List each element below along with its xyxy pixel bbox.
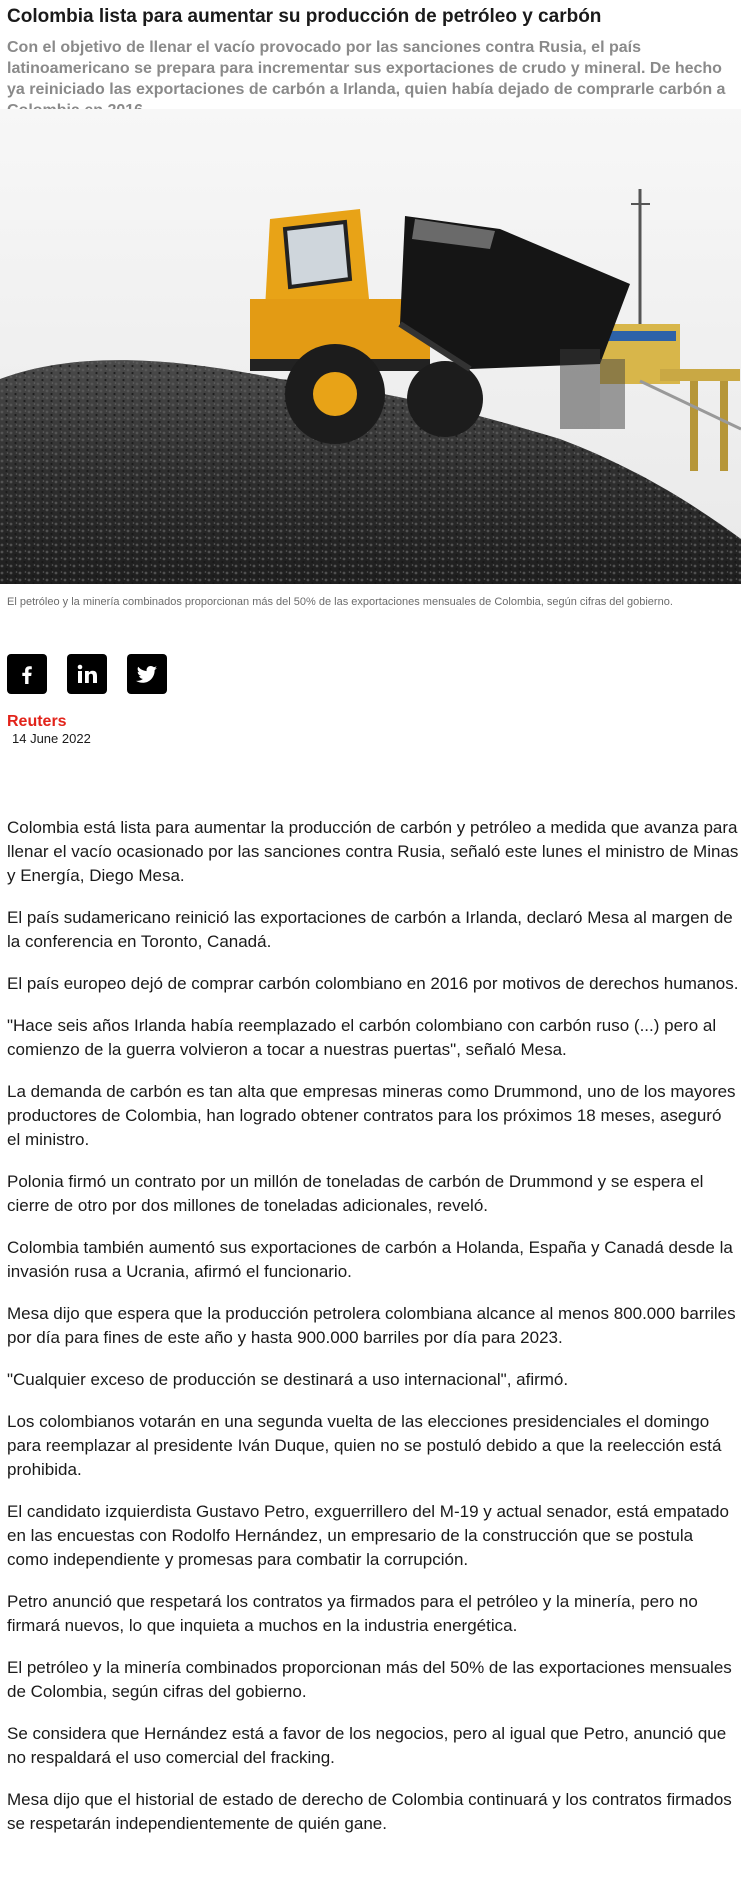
paragraph: Se considera que Hernández está a favor de los negocios, pero al igual que Petro, anunció que no respaldará el uso comercial del fracking. — [7, 1724, 727, 1767]
linkedin-icon — [75, 662, 99, 686]
paragraph: El país europeo dejó de comprar carbón colombiano en 2016 por motivos de derechos humanos. — [7, 974, 739, 993]
paragraph: "Cualquier exceso de producción se destinará a uso internacional", afirmó. — [7, 1370, 569, 1389]
facebook-icon — [15, 662, 39, 686]
paragraph: El candidato izquierdista Gustavo Petro, exguerrillero del M-19 y actual senador, está empatado en las encuestas con Rodolfo Hernández, un empresario de la construcción que se postula como independiente y promesas para combatir la corrupción. — [7, 1502, 729, 1569]
twitter-share-button[interactable] — [127, 654, 167, 694]
facebook-share-button[interactable] — [7, 654, 47, 694]
twitter-icon — [135, 662, 159, 686]
article-source[interactable]: Reuters — [7, 713, 67, 730]
article-lede: Con el objetivo de llenar el vacío provocado por las sanciones contra Rusia, el país latinoamericano se prepara para incrementar sus exportaciones de crudo y mineral. De hecho ya reiniciado las exportaciones de carbón a Irlanda, quien había dejado de comprarle carbón a — [7, 39, 726, 98]
image-caption: El petróleo y la minería combinados proporcionan más del 50% de las exportaciones mensuales de Colombia, según cifras del gobierno. — [7, 596, 673, 608]
paragraph: Petro anunció que respetará los contratos ya firmados para el petróleo y la minería, pero no firmará nuevos, lo que inquieta a muchos en la industria energética. — [7, 1592, 698, 1635]
coal-loader-illustration — [0, 109, 741, 584]
paragraph: "Hace seis años Irlanda había reemplazado el carbón colombiano con carbón ruso (...) pero al comienzo de la guerra volvieron a tocar a nuestras puertas", señaló Mesa. — [7, 1016, 717, 1059]
article-title: Colombia lista para aumentar su producción de petróleo y carbón — [7, 6, 602, 27]
share-bar — [7, 654, 167, 694]
coal-spill — [560, 349, 625, 429]
paragraph: Mesa dijo que espera que la producción petrolera colombiana alcance al menos 800.000 barriles por día para fines de este año y hasta 900.000 barriles por día para 2023. — [7, 1304, 736, 1347]
paragraph: Los colombianos votarán en una segunda vuelta de las elecciones presidenciales el domingo para reemplazar al presidente Iván Duque, quien no se postuló debido a que la reelección está prohibida. — [7, 1412, 722, 1479]
paragraph: Colombia también aumentó sus exportaciones de carbón a Holanda, España y Canadá desde la invasión rusa a Ucrania, afirmó el funcionario. — [7, 1238, 733, 1281]
article-body — [7, 816, 739, 1854]
paragraph: Colombia está lista para aumentar la producción de carbón y petróleo a medida que avanza para llenar el vacío ocasionado por las sanciones contra Rusia, señaló este lunes el ministro de Minas y Energía, Diego Mesa. — [7, 818, 739, 885]
article-date: 14 June 2022 — [12, 731, 91, 746]
paragraph: Mesa dijo que el historial de estado de derecho de Colombia continuará y los contratos firmados se respetarán independientemente de quién gane. — [7, 1790, 732, 1833]
linkedin-share-button[interactable] — [67, 654, 107, 694]
paragraph: El país sudamericano reinició las exportaciones de carbón a Irlanda, declaró Mesa al margen de la conferencia en Toronto, Canadá. — [7, 908, 733, 951]
hero-image — [0, 109, 741, 584]
paragraph: La demanda de carbón es tan alta que empresas mineras como Drummond, uno de los mayores productores de Colombia, han logrado obtener contratos para los próximos 18 meses, aseguró el ministro. — [7, 1082, 736, 1149]
paragraph: El petróleo y la minería combinados proporcionan más del 50% de las exportaciones mensuales de Colombia, según cifras del gobierno. — [7, 1658, 732, 1701]
paragraph: Polonia firmó un contrato por un millón de toneladas de carbón de Drummond y se espera el cierre de otro por dos millones de toneladas adicionales, reveló. — [7, 1172, 704, 1215]
